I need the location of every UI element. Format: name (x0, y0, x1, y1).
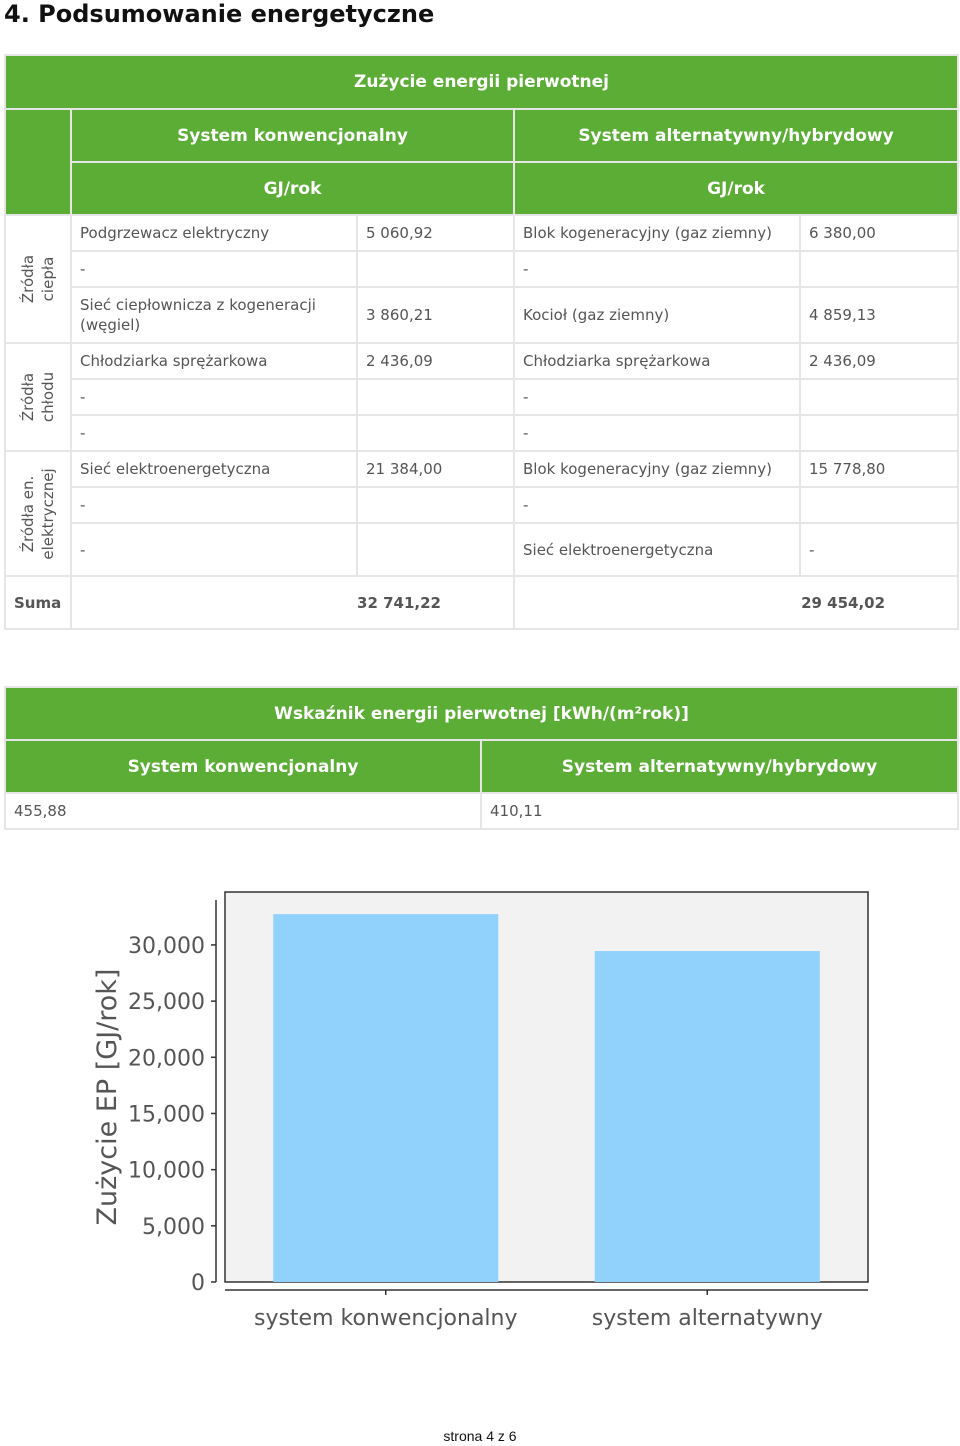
unit-conventional: GJ/rok (71, 162, 514, 215)
x-tick-label: system alternatywny (591, 1306, 823, 1331)
y-tick-label: 15,000 (128, 1102, 205, 1128)
alt-value (800, 487, 958, 523)
page-title: 4. Podsumowanie energetyczne (4, 0, 435, 28)
conv-value (357, 523, 514, 576)
conv-value (357, 487, 514, 523)
alt-source: Blok kogeneracyjny (gaz ziemny) (514, 451, 800, 487)
alt-source: - (514, 487, 800, 523)
conv-value: 2 436,09 (357, 343, 514, 379)
alt-source: Chłodziarka sprężarkowa (514, 343, 800, 379)
conv-source: Chłodziarka sprężarkowa (71, 343, 357, 379)
y-tick-label: 30,000 (128, 933, 205, 959)
alt-value (800, 415, 958, 451)
group-label: Źródła chłodu (19, 371, 57, 423)
table-row (5, 251, 958, 287)
alt-value: 4 859,13 (800, 287, 958, 343)
conv-source: - (71, 415, 357, 451)
alt-value: - (800, 523, 958, 576)
bar (273, 914, 498, 1282)
sum-conventional: 32 741,22 (71, 576, 514, 629)
primary-energy-indicator-table (4, 686, 959, 830)
alt-value (800, 251, 958, 287)
alt-source: - (514, 379, 800, 415)
y-tick-label: 25,000 (128, 990, 205, 1016)
header-corner (5, 109, 71, 215)
table-row (5, 287, 958, 343)
col-header-alternative: System alternatywny/hybrydowy (481, 740, 958, 793)
conv-source: - (71, 487, 357, 523)
page-footer: strona 4 z 6 (443, 1428, 517, 1444)
col-header-conventional: System konwencjonalny (71, 109, 514, 162)
alt-source: - (514, 415, 800, 451)
group-label: Źródła en. elektrycznej (19, 467, 57, 560)
alt-source: Sieć elektroenergetyczna (514, 523, 800, 576)
table-row (5, 343, 958, 379)
col-header-conventional: System konwencjonalny (5, 740, 481, 793)
alt-value: 6 380,00 (800, 215, 958, 251)
alt-source: Kocioł (gaz ziemny) (514, 287, 800, 343)
conv-source: - (71, 379, 357, 415)
table-row (5, 215, 958, 251)
y-tick-label: 20,000 (128, 1046, 205, 1072)
conv-source: Sieć elektroenergetyczna (71, 451, 357, 487)
col-header-alternative: System alternatywny/hybrydowy (514, 109, 958, 162)
table-row (5, 793, 958, 829)
group-heat-sources (5, 215, 71, 343)
y-axis-label: Zużycie EP [GJ/rok] (92, 968, 123, 1226)
alt-value: 2 436,09 (800, 343, 958, 379)
x-tick-label: system konwencjonalny (253, 1306, 518, 1331)
sum-alternative: 29 454,02 (514, 576, 958, 629)
primary-energy-table (4, 54, 959, 630)
conv-source: Sieć ciepłownicza z kogeneracji (węgiel) (71, 287, 357, 343)
conv-source: - (71, 251, 357, 287)
conv-value (357, 415, 514, 451)
bar (595, 951, 820, 1282)
sum-label: Suma (5, 576, 71, 629)
conv-source: - (71, 523, 357, 576)
energy-bar-chart (80, 880, 880, 1340)
conv-value: 5 060,92 (357, 215, 514, 251)
conv-value (357, 251, 514, 287)
table-row (5, 415, 958, 451)
table-row (5, 379, 958, 415)
table-row (5, 451, 958, 487)
conv-value: 3 860,21 (357, 287, 514, 343)
alt-value: 15 778,80 (800, 451, 958, 487)
unit-alternative: GJ/rok (514, 162, 958, 215)
indicator-alternative: 410,11 (481, 793, 958, 829)
indicator-conventional: 455,88 (5, 793, 481, 829)
conv-value (357, 379, 514, 415)
group-electric-sources (5, 451, 71, 576)
y-tick-label: 5,000 (142, 1214, 205, 1240)
table-header: Zużycie energii pierwotnej (5, 55, 958, 109)
y-tick-label: 0 (191, 1271, 205, 1296)
table-row (5, 523, 958, 576)
alt-source: Blok kogeneracyjny (gaz ziemny) (514, 215, 800, 251)
alt-source: - (514, 251, 800, 287)
indicator-header: Wskaźnik energii pierwotnej [kWh/(m²rok)] (5, 687, 958, 740)
y-tick-label: 10,000 (128, 1158, 205, 1184)
conv-value: 21 384,00 (357, 451, 514, 487)
conv-source: Podgrzewacz elektryczny (71, 215, 357, 251)
table-row (5, 487, 958, 523)
sum-row (5, 576, 958, 629)
group-label: Źródła ciepła (19, 254, 57, 304)
group-cold-sources (5, 343, 71, 451)
alt-value (800, 379, 958, 415)
